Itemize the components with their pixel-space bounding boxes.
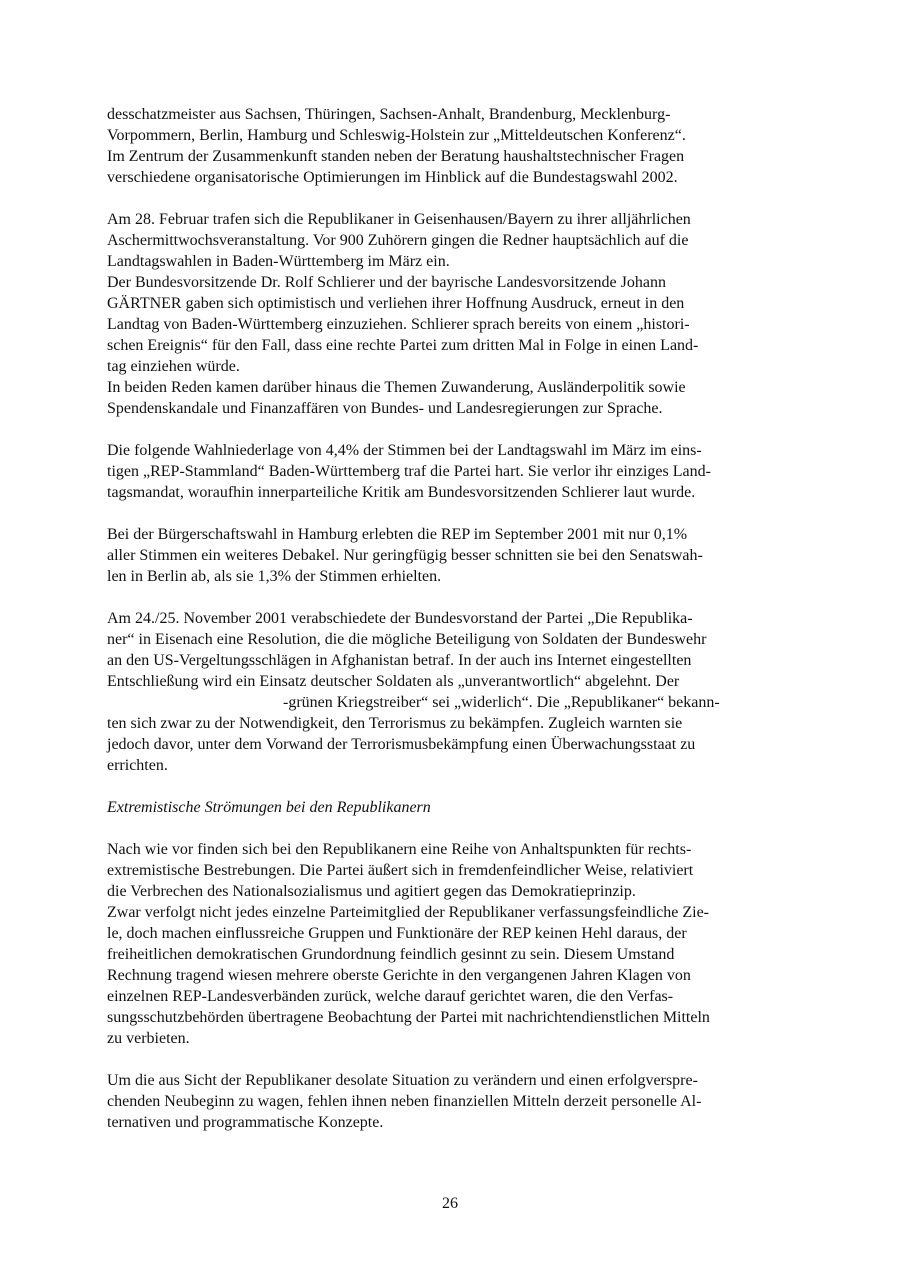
section-heading: Extremistische Strömungen bei den Republikanern (107, 799, 431, 816)
text-line: tigen „REP-Stammland“ Baden-Württemberg traf die Partei hart. Sie verlor ihr einziges Land- (107, 463, 711, 480)
text-line: tagsmandat, woraufhin innerparteiliche Kritik am Bundesvorsitzenden Schlierer laut wurde. (107, 484, 696, 501)
text-line: an den US-Vergeltungsschlägen in Afghanistan betraf. In der auch ins Internet eingestellten (107, 652, 692, 669)
paragraph-resolution (107, 608, 752, 776)
paragraph-aschermittwoch (107, 209, 752, 419)
text-line: Aschermittwochsveranstaltung. Vor 900 Zuhörern gingen die Redner hauptsächlich auf die (107, 232, 689, 249)
text-line: zu verbieten. (107, 1030, 190, 1047)
paragraph-neubeginn (107, 1070, 752, 1133)
paragraph-wahlniederlage (107, 440, 752, 503)
text-line: die Verbrechen des Nationalsozialismus und agitiert gegen das Demokratieprinzip. (107, 883, 636, 900)
text-line: Vorpommern, Berlin, Hamburg und Schleswig-Holstein zur „Mitteldeutschen Konferenz“. (107, 127, 686, 144)
text-line: verschiedene organisatorische Optimierungen im Hinblick auf die Bundestagswahl 2002. (107, 169, 678, 186)
text-line: Nach wie vor finden sich bei den Republikanern eine Reihe von Anhaltspunkten für rechts- (107, 841, 692, 858)
text-line-fragment: -grünen Kriegstreiber“ sei „widerlich“. Die „Republikaner“ bekann- (283, 694, 720, 711)
text-line: Spendenskandale und Finanzaffären von Bundes- und Landesregierungen zur Sprache. (107, 400, 663, 417)
text-line: sungsschutzbehörden übertragene Beobachtung der Partei mit nachrichtendienstlichen Mitteln (107, 1009, 710, 1026)
page-number: 26 (442, 1195, 458, 1212)
text-line: extremistische Bestrebungen. Die Partei äußert sich in fremdenfeindlicher Weise, relativiert (107, 862, 694, 879)
text-line: desschatzmeister aus Sachsen, Thüringen, Sachsen-Anhalt, Brandenburg, Mecklenburg- (107, 106, 671, 123)
text-line: Die folgende Wahlniederlage von 4,4% der Stimmen bei der Landtagswahl im März im eins- (107, 442, 702, 459)
text-line: jedoch davor, unter dem Vorwand der Terrorismusbekämpfung einen Überwachungsstaat zu (107, 736, 696, 753)
text-line: Landtagswahlen in Baden-Württemberg im März ein. (107, 253, 450, 270)
text-line: le, doch machen einflussreiche Gruppen und Funktionäre der REP keinen Hehl daraus, der (107, 925, 687, 942)
paragraph-mitteldeutsche-konferenz (107, 104, 752, 188)
text-line: len in Berlin ab, als sie 1,3% der Stimmen erhielten. (107, 568, 442, 585)
text-line: tag einziehen würde. (107, 358, 240, 375)
text-line: GÄRTNER gaben sich optimistisch und verliehen ihrer Hoffnung Ausdruck, erneut in den (107, 295, 685, 312)
text-line-with-redaction-gap (107, 692, 752, 713)
text-line: Landtag von Baden-Württemberg einzuziehen. Schlierer sprach bereits von einem „histori- (107, 316, 690, 333)
text-line: Rechnung tragend wiesen mehrere oberste Gerichte in den vergangenen Jahren Klagen von (107, 967, 691, 984)
text-line: Um die aus Sicht der Republikaner desolate Situation zu verändern und einen erfolgverspre- (107, 1072, 698, 1089)
text-line: ten sich zwar zu der Notwendigkeit, den Terrorismus zu bekämpfen. Zugleich warnten sie (107, 715, 683, 732)
text-line: Im Zentrum der Zusammenkunft standen neben der Beratung haushaltstechnischer Fragen (107, 148, 685, 165)
text-line: chenden Neubeginn zu wagen, fehlen ihnen neben finanziellen Mitteln derzeit personelle Al- (107, 1093, 702, 1110)
text-line: Bei der Bürgerschaftswahl in Hamburg erlebten die REP im September 2001 mit nur 0,1% (107, 526, 688, 543)
text-line: Der Bundesvorsitzende Dr. Rolf Schlierer und der bayrische Landesvorsitzende Johann (107, 274, 666, 291)
text-line: Am 24./25. November 2001 verabschiedete der Bundesvorstand der Partei „Die Republika- (107, 610, 693, 627)
text-line: errichten. (107, 757, 168, 774)
text-line: Zwar verfolgt nicht jedes einzelne Parteimitglied der Republikaner verfassungsfeindliche Zie- (107, 904, 709, 921)
text-line: ternativen und programmatische Konzepte. (107, 1114, 384, 1131)
text-line: einzelnen REP-Landesverbänden zurück, welche darauf gerichtet waren, die den Verfas- (107, 988, 674, 1005)
text-line: schen Ereignis“ für den Fall, dass eine rechte Partei zum dritten Mal in Folge in einen Land- (107, 337, 699, 354)
text-line: Entschließung wird ein Einsatz deutscher Soldaten als „unverantwortlich“ abgelehnt. Der (107, 673, 680, 690)
paragraph-buergerschaftswahl (107, 524, 752, 587)
text-line: freiheitlichen demokratischen Grundordnung feindlich gesinnt zu sein. Diesem Umstand (107, 946, 675, 963)
text-line: In beiden Reden kamen darüber hinaus die Themen Zuwanderung, Ausländerpolitik sowie (107, 379, 686, 396)
text-line: aller Stimmen ein weiteres Debakel. Nur geringfügig besser schnitten sie bei den Senatswah- (107, 547, 703, 564)
text-line: Am 28. Februar trafen sich die Republikaner in Geisenhausen/Bayern zu ihrer alljährlichen (107, 211, 691, 228)
document-page (107, 104, 752, 1154)
text-line: ner“ in Eisenach eine Resolution, die die mögliche Beteiligung von Soldaten der Bundeswehr (107, 631, 707, 648)
paragraph-anhaltspunkte (107, 839, 752, 1049)
